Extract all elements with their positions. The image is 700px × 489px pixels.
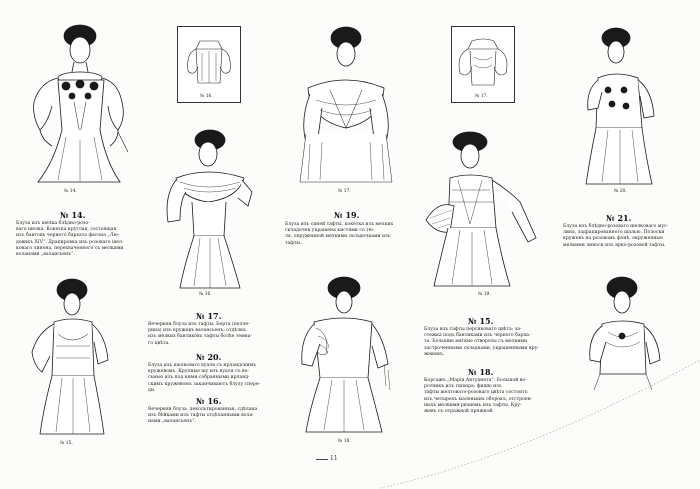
description-line: коваго линона, перехваченного съ мелкими bbox=[16, 245, 124, 251]
description-line: застроченными складками, украшенными кру- bbox=[424, 345, 539, 351]
figure-caption: № 16. bbox=[199, 292, 212, 297]
description-19 bbox=[285, 222, 405, 247]
description-line: го цвѣта. bbox=[148, 340, 170, 346]
description-title: № 14. bbox=[60, 210, 86, 220]
figure-drawing bbox=[158, 126, 258, 291]
illustration-sketch-17 bbox=[451, 26, 515, 103]
description-line: та. Большие мягкие отвороты съ мелкими bbox=[424, 339, 528, 345]
figure-caption: № 20. bbox=[614, 189, 627, 194]
figure-drawing bbox=[296, 24, 396, 186]
description-title: № 15. bbox=[468, 316, 494, 326]
back-view-drawing bbox=[452, 27, 514, 102]
description-title: № 21. bbox=[606, 213, 632, 223]
illustration-blouse-14 bbox=[14, 22, 132, 187]
description-line: Корсажъ „Марія Антуанета“. Большой во- bbox=[424, 378, 527, 383]
description-line: нами „валансьенъ“. bbox=[148, 419, 196, 425]
figure-caption: № 14. bbox=[64, 189, 77, 194]
figure-caption: № 15. bbox=[60, 441, 73, 446]
description-line: лина, задрапированного шалью. Полоски bbox=[563, 230, 665, 236]
description-line: Блуза изъ блѣдно-розоваго шелковаго мус- bbox=[563, 224, 669, 229]
description-line: изъ четырехъ маленьких оборокъ, отстроен- bbox=[424, 396, 533, 402]
illustration-blouse-19 bbox=[424, 128, 542, 290]
description-line: Блуза изъ синей тафты, кокетка изъ мелких bbox=[285, 222, 394, 227]
figure-caption: № 17. bbox=[338, 189, 351, 194]
description-line: Вечерняя блуза изъ тафты. Берта (пелле- bbox=[148, 322, 250, 327]
description-line: ваго шелка. Кокетка круглая, состоящая bbox=[16, 227, 117, 233]
description-line: ля, окруженной мелкими складочками изъ bbox=[285, 234, 391, 240]
description-line: мелкими линоси изъ ярко-розовой тафты. bbox=[563, 242, 666, 248]
description-16 bbox=[148, 407, 268, 426]
description-line: тафты. bbox=[285, 240, 302, 246]
description-title: № 17. bbox=[196, 311, 222, 321]
back-view-drawing bbox=[178, 27, 240, 102]
figure-caption: № 16. bbox=[200, 94, 213, 99]
description-line: ди. bbox=[148, 387, 156, 393]
description-21 bbox=[563, 224, 683, 249]
page-number: 11 bbox=[330, 455, 338, 462]
description-line: ныхъ мелкими рюшемъ изъ тафты. Кру- bbox=[424, 402, 522, 408]
description-line: тафты желтовато-розоваго цвѣта состоитъ bbox=[424, 390, 528, 396]
description-line: воланами „валансьенъ“. bbox=[16, 252, 75, 258]
description-line: изъ бантовъ черного бархата фасона „Лю- bbox=[16, 233, 120, 239]
figure-caption: № 17. bbox=[475, 94, 488, 99]
description-line: жевъ съ отражной пряжкой. bbox=[424, 409, 494, 415]
description-line: сьмью изъ под ними собранными ирланд- bbox=[148, 375, 250, 381]
description-line: Блуза изъ шелка блѣдно-розо- bbox=[16, 221, 90, 226]
figure-drawing bbox=[424, 128, 542, 290]
description-title: № 19. bbox=[334, 210, 360, 220]
figure-caption: № 19. bbox=[478, 292, 491, 297]
figure-caption: № 18. bbox=[338, 439, 351, 444]
description-title: № 20. bbox=[196, 352, 222, 362]
description-line: ротникъ изъ гипюра; фишю изъ bbox=[424, 384, 502, 390]
description-line: Вечерняя блуза, декольтированная, сдѣлана bbox=[148, 407, 258, 412]
description-17 bbox=[148, 322, 268, 347]
description-line: жевомъ. bbox=[424, 351, 445, 357]
description-line: довикъ XIV“. Драпировка изъ розоваго шел- bbox=[16, 239, 124, 245]
description-20 bbox=[148, 363, 268, 394]
description-line: Блуза изъ тафты персиковаго цвѣта; за- bbox=[424, 327, 522, 332]
illustration-blouse-16 bbox=[158, 126, 258, 291]
description-line: скимъ кружевомъ заканчиваютъ блузу спере- bbox=[148, 381, 261, 387]
description-title: № 16. bbox=[196, 396, 222, 406]
page-fold-line bbox=[360, 340, 700, 489]
illustration-blouse-15 bbox=[28, 276, 114, 438]
illustration-blouse-20 bbox=[582, 24, 666, 189]
description-line: складочек украшена кистями со тю- bbox=[285, 228, 375, 234]
description-line: Блуза изъ шелковаго вуаля съ ирландскимъ bbox=[148, 363, 256, 368]
description-line: стежка подъ бантиками изъ черного барха- bbox=[424, 333, 531, 339]
page-number-rule bbox=[316, 459, 328, 460]
description-line: рина) изъ кружевъ валансьенъ; отдѣлка bbox=[148, 328, 246, 334]
figure-drawing bbox=[582, 24, 666, 189]
figure-drawing bbox=[28, 276, 114, 438]
description-line: изъ бѣйками изъ тафты отдѣланными вола- bbox=[148, 413, 254, 419]
description-14 bbox=[16, 221, 134, 258]
description-title: № 18. bbox=[468, 367, 494, 377]
figure-drawing bbox=[14, 22, 132, 187]
description-line: кружевъ на розовомъ фонѣ, окруженные bbox=[563, 236, 663, 242]
description-line: кружевомъ. Крупные шу изъ вуаля съ во- bbox=[148, 369, 249, 375]
illustration-sketch-16 bbox=[177, 26, 241, 103]
illustration-blouse-17 bbox=[296, 24, 396, 186]
description-line: изъ мелких бантиковъ тафты болѣе темна- bbox=[148, 334, 253, 340]
